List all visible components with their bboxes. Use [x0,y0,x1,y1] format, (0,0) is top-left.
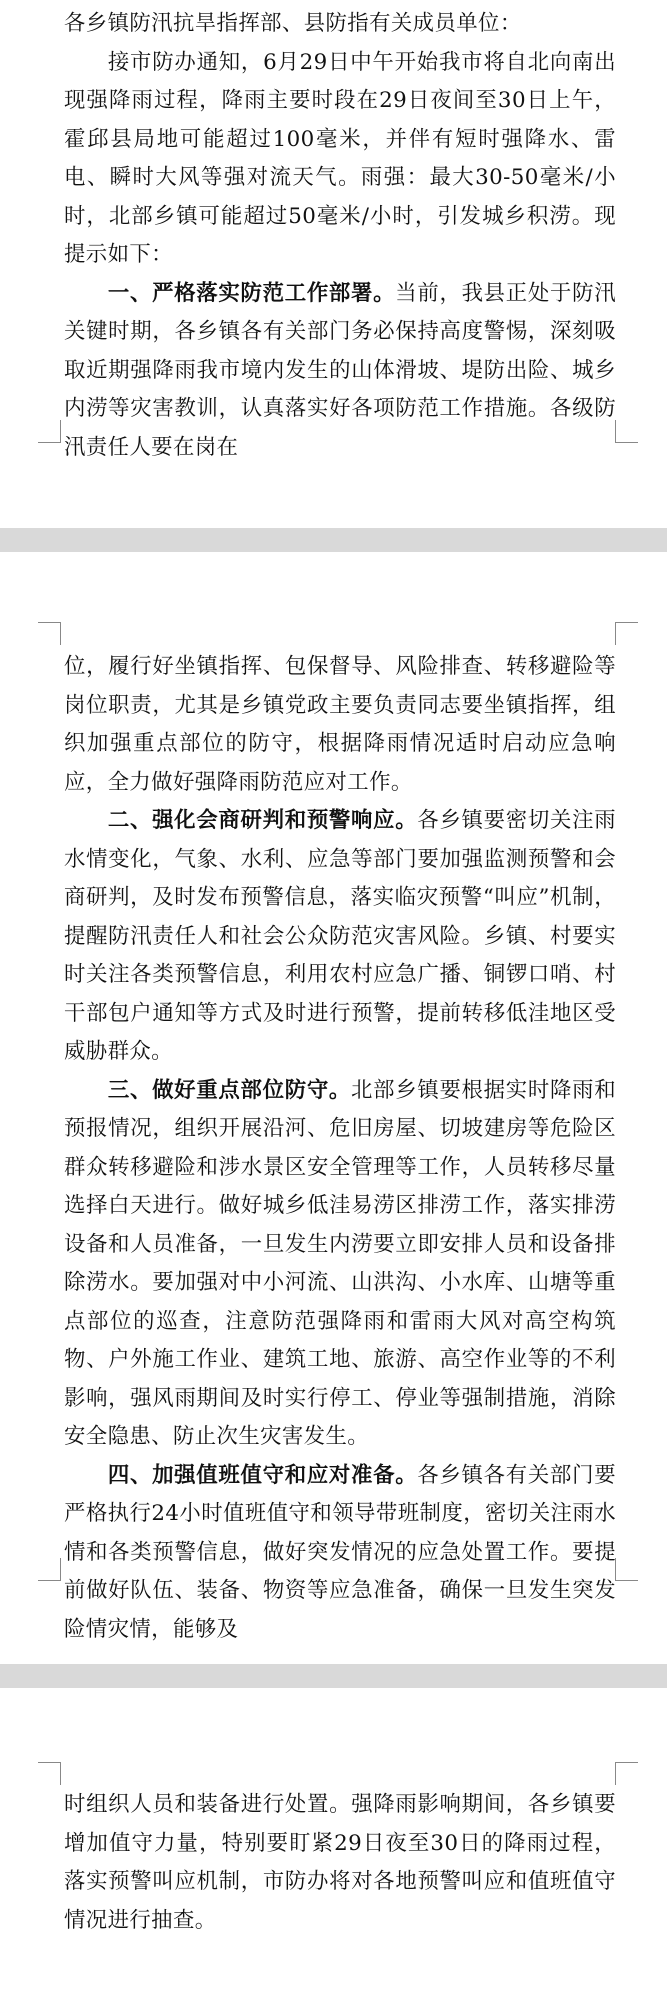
corner-mark-bottom-left [38,1558,61,1581]
corner-mark-top-left [38,622,61,645]
corner-mark-top-left [38,1762,61,1785]
section-1-continued: 位，履行好坐镇指挥、包保督导、风险排查、转移避险等岗位职责，尤其是乡镇党政主要负责同志要坐镇指挥，组织加强重点部位的防守，根据降雨情况适时启动应急响应，全力做好强降雨防范应对工作。 [64,654,616,795]
addressee: 各乡镇防汛抗旱指挥部、县防指有关成员单位： [64,11,522,36]
section-4-text: 各乡镇各有关部门要严格执行24小时值班值守和领导带班制度，密切关注雨水情和各类预警信息，做好突发情况的应急处置工作。要提前做好队伍、装备、物资等应急准备，确保一旦发生突发险情灾情，能够及 [64,1462,616,1642]
corner-mark-bottom-right [615,420,638,443]
section-3-text: 北部乡镇要根据实时降雨和预报情况，组织开展沿河、危旧房屋、切坡建房等危险区群众转移避险和涉水景区安全管理等工作，人员转移尽量选择白天进行。做好城乡低洼易涝区排涝工作，落实排涝设备和人员准备，一旦发生内涝要立即安排人员和设备排除涝水。要加强对中小河流、山洪沟、小水库、山塘等重点部位的巡查，注意防范强降雨和雷雨大风对高空构筑物、户外施工作业、建筑工地、旅游、高空作业等的不利影响，强风雨期间及时实行停工、停业等强制措施，消除安全隐患、防止次生灾害发生。 [64,1077,616,1449]
intro-paragraph: 接市防办通知，6月29日中午开始我市将自北向南出现强降雨过程，降雨主要时段在29日夜间至30日上午，霍邱县局地可能超过100毫米，并伴有短时强降水、雷电、瞬时大风等强对流天气。雨强：最大30-50毫米/小时，北部乡镇可能超过50毫米/小时，引发城乡积涝。现提示如下： [64,49,616,267]
page-3-body [64,1786,616,1940]
section-3-paragraph [64,1072,616,1457]
corner-mark-top-right [615,1762,638,1785]
section-4-continued: 时组织人员和装备进行处置。强降雨影响期间，各乡镇要增加值守力量，特别要盯紧29日夜至30日的降雨过程，落实预警叫应机制，市防办将对各地预警叫应和值班值守情况进行抽查。 [64,1792,616,1933]
document-page-1 [0,0,667,528]
document-page-3 [0,1688,667,2010]
corner-mark-top-right [615,622,638,645]
corner-mark-bottom-right [615,1558,638,1581]
section-2-heading: 二、强化会商研判和预警响应。 [107,808,418,833]
document-page-2 [0,552,667,1664]
section-4-paragraph [64,1457,616,1650]
corner-mark-bottom-left [38,420,61,443]
section-1-heading: 一、严格落实防范工作部署。 [107,280,396,306]
page-1-body [64,5,616,467]
page-2-body [64,648,616,1649]
section-1-text: 当前，我县正处于防汛关键时期，各乡镇各有关部门务必保持高度警惕，深刻吸取近期强降雨我市境内发生的山体滑坡、堤防出险、城乡内涝等灾害教训，认真落实好各项防范工作措施。各级防汛责任人要在岗在 [64,280,616,460]
section-3-heading: 三、做好重点部位防守。 [107,1077,352,1103]
section-1-paragraph [64,275,616,468]
section-2-text: 各乡镇要密切关注雨水情变化，气象、水利、应急等部门要加强监测预警和会商研判，及时发布预警信息，落实临灾预警“叫应”机制，提醒防汛责任人和社会公众防范灾害风险。乡镇、村要实时关注各类预警信息，利用农村应急广播、铜锣口哨、村干部包户通知等方式及时进行预警，提前转移低洼地区受威胁群众。 [64,808,616,1064]
section-4-heading: 四、加强值班值守和应对准备。 [107,1462,418,1488]
section-2-paragraph [64,802,616,1072]
